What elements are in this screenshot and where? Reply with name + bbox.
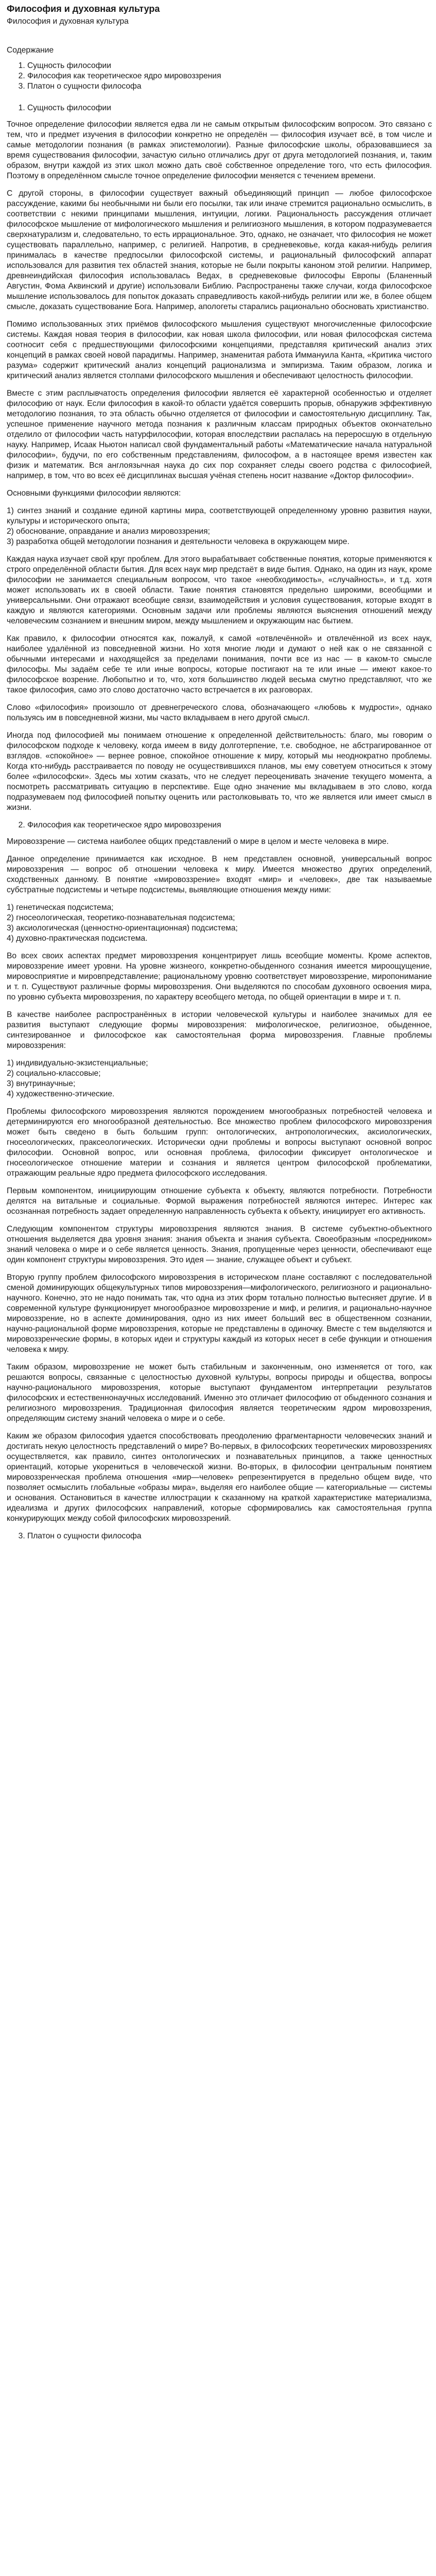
list-item: 1) генетическая подсистема; [7, 903, 114, 912]
paragraph: Проблемы философского мировоззрения являются порождением многообразных потребностей человека и детерминируются его многообразной деятельностью. Все множество проблем философского мировоззрения может быть сведено в быть большим групп: онтологических, антропологических, аксиологических, гносеологических, праксеологических. Исторически одни проблемы и вопросы выступают основной вопрос философии. Основной вопрос, или основная проблема, философии фиксирует онтологическое и гносеологическое отношение материи и сознания и является центром философской проблематики, отражающим реальные ядро предмета философского исследования. [7, 1107, 432, 1178]
paragraph: Во всех своих аспектах предмет мировоззрения концентрирует лишь всеобщие моменты. Кроме аспектов, мировоззрение имеет уровни. На уровне жизнеого, конкретно-обыденного сознания имеется мироощущение, мировосприятие и мировпредставление; рациональному уровню соответствует мировоззрение, миропонимание и т. п. Существуют различные формы мировоззрения. Они выделяются по способам духовного освоения мира, по уровню субъекта мировоззрения, по характеру всеобщего метода, по общей ориентации в мире и т. п. [7, 952, 432, 1002]
paragraph: Следующим компонентом структуры мировоззрения являются знания. В системе субъектно-объектного отношения выделяется два уровня знания: знания объекта и знания субъекта. Своеобразным «посредником» знаний человека о мире и о себе является ценность. Знания, пропущенные через ценности, обеспечивают еще один компонент структуры мировоззрения. Это идея — знание, служащее объект и субъект. [7, 1225, 432, 1264]
list-item: 3) разработка общей методологии познания и деятельности человека в окружающем мире. [7, 537, 350, 546]
numbered-list [7, 1058, 432, 1099]
list-item: 1) индивидуально-экзистенциальные; [7, 1059, 148, 1067]
toc-item[interactable]: 2. Философия как теоретическое ядро мировоззрения [27, 71, 432, 81]
paragraph: Первым компонентом, инициирующим отношение субъекта к объекту, являются потребности. Потребности делятся на витальные и социальные. Формой выражения потребностей являются интерес. Интерес как осознанная потребность задает определенную направленность субъекта к объекту, инициирует его активность. [7, 1187, 432, 1216]
paragraph: Данное определение принимается как исходное. В нем представлен основной, универсальный вопрос мировоззрения — вопрос об отношении человека к миру. Имеется множество других определений, сходственных данному. В понятие «мировоззрение» входят «мир» и «человек», две так называемые субстратные подсистемы и четыре подсистемы, выявляющие отношения между ними: [7, 855, 432, 894]
sections-container [7, 103, 432, 1541]
paragraph: Таким образом, мировоззрение не может быть стабильным и законченным, оно изменяется от того, как решаются вопросы, связанные с целостностью духовной культуры, вопросы природы и общества, вопросы научно-рационального мировоззрения, которые выступают фундаментом интерпретации результатов философских и естественнонаучных исследований. Именно это отличает философию от обыденного сознания и религиозного мировоззрения. Традиционная философия является теоретическим ядром мировоззрения, определяющим систему знаний человека о мире и о себе. [7, 1363, 432, 1423]
list-item: 2) обоснование, оправдание и анализ мировоззрения; [7, 527, 210, 536]
paragraph: Слово «философия» произошло от древнегреческого слова, обозначающего «любовь к мудрости», однако пользуясь им в повседневной жизни, мы часто вкладываем в него другой смысл. [7, 703, 432, 722]
toc-item[interactable]: 1. Сущность философии [27, 61, 432, 71]
section-heading-text: 1. Сущность философии [27, 103, 432, 113]
numbered-list [7, 506, 432, 547]
list-item: 4) художественно-этические. [7, 1090, 115, 1098]
section-heading [7, 103, 432, 113]
paragraph: Вторую группу проблем философского мировоззрения в историческом плане составляют с последовательной сменой доминирующих общекультурных типов мировоззрения—мифологического, религиозного и рационально-научного. Конечно, это не надо понимать так, что одна из этих форм тотально полностью вытесняет другие. И в современной культуре функционирует многообразное мировоззрение и миф, и религия, и рационально-научное мировоззрение, но в аспекте доминирования, одно из них имеет больший вес в общественном сознании, научно-рациональной форме мировоззрения, которые не представлены в одиночку. Вместе с тем выделяются и мировоззренческие формы, в которых идеи и структуры каждый из которых несет в себе функции и отношения человека к миру. [7, 1273, 432, 1354]
list-item: 3) аксиологическая (ценностно-ориентационная) подсистема; [7, 924, 238, 933]
numbered-list [7, 903, 432, 944]
page-subtitle: Философия и духовная культура [7, 17, 129, 26]
paragraph: Мировоззрение — система наиболее общих представлений о мире в целом и месте человека в мире. [7, 837, 389, 846]
paragraph: Вместе с этим расплывчатость определения философии является её характерной особенностью и отделяет философию от наук. Если философия в какой-то области удаётся совершить прорыв, обнаружив эффективную методологию познания, то эта область обычно отделяется от философии и самостоятельную дисциплину. Так, успешное применение научного метода познания к различным классам природных объектов окончательно отделило от философии часть натурфилософии, которая впоследствии распалась на переросшую в отдельную науку. Например, Исаак Ньютон написал свой фундаментальный работы «Математические начала натуральной философии», будучи, по его собственным представлениям, философом, а в настоящее время известен как физик и математик. Вся англоязычная наука до сих пор сохраняет следы своего родства с философией, например, в том, что во всех её дисциплинах высшая учёная степень носит название «Доктор философии». [7, 389, 432, 480]
page-title: Философия и духовная культура [7, 4, 160, 14]
paragraph: Каким же образом философия удается способствовать преодолению фрагментарности человеческих знаний и достигать некую целостность представлений о мире? Во-первых, в философских теоретических мировоззрениях осуществляется, как правило, синтез онтологических и познавательных принципов, а также ценностных ориентаций, которые укорениться в человеческой жизни. Во-вторых, в философии центральным понятием мировоззренческая проблема отношения «мир—человек» репрезентируется в предельно общем виде, что позволяет осмыслить глобальные «образы мира», выделяя его наиболее общие — категориальные — системы и основания. Остановиться в качестве иллюстрации к сказанному на краткой характеристике материализма, идеализма и других философских направлений, которые сформировались как самостоятельная группа конкурирующих между собой философских мировоззрений. [7, 1432, 432, 1523]
toc-item[interactable]: 3. Платон о сущности философа [27, 81, 432, 92]
list-item: 1) синтез знаний и создание единой картины мира, соответствующей определенному уровню развития науки, культуры и исторического опыта; [7, 506, 432, 526]
section-heading-text: 3. Платон о сущности философа [27, 1531, 432, 1541]
table-of-contents [7, 61, 432, 92]
paragraph: Точное определение философии является едва ли не самым открытым философским вопросом. Это связано с тем, что и предмет изучения в философии конкретно не определён — философия изучает всё, в том числе и самые методологии познания (в рамках эпистемологии). Разные философские школы, образовавшиеся за время существования философии, зачастую сильно отличались друг от друга методологией познания, и, таким образом, внутри каждой из этих школ можно дать своё собственное определение того, что есть философия. Поэтому в определённом смысле точное определение философии меняется с течением времени. [7, 120, 432, 180]
section [7, 1531, 432, 1541]
document [0, 3, 436, 1541]
paragraph: В качестве наиболее распространённых в истории человеческой культуры и наиболее значимых для ее развития выступают следующие формы мировоззрения: мифологическое, религиозное, обыденное, синтезированное и философское как самостоятельная форма мировоззрения. Главные проблемы мировоззрения: [7, 1010, 432, 1050]
paragraph: Основными функциями философии являются: [7, 489, 181, 498]
list-item: 2) гносеологическая, теоретико-познавательная подсистема; [7, 913, 235, 922]
paragraph: Каждая наука изучает свой круг проблем. Для этого вырабатывает собственные понятия, которые применяются к строго определённой области бытия. Для всех наук мир предстаёт в виде бытия. Однако, на один из наук, кроме философии не занимается специальным вопросом, что такое «необходимость», «случайность», и т.д. хотя может использовать их в своей области. Такие понятия становятся предельно широкими, всеобщими и универсальными. Они отражают всеобщие связи, взаимодействия и условия существования, которые входят в каждую и являются категориями. Основным задачи или проблемы являются выяснения отношений между человеческим сознанием и внешним миром, между мышлением и окружающим нас бытием. [7, 555, 432, 625]
paragraph: Как правило, к философии относятся как, пожалуй, к самой «отвлечённой» и отвлечённой из всех наук, наиболее удалённой из повседневной жизни. Но хотя многие люди и думают о ней как о не связанной с обычными интересами и находящейся за пределами понимания, почти все из нас — в каком-то смысле философы. Мы задаём себе те или иные вопросы, которые постигают на те или иные — имеют какое-то философское возрение. Любопытно и то, что, хотя большинство людей весьма смутно представляют, что же такое философия, само это слово достаточно часто встречается в их разговорах. [7, 634, 432, 694]
section [7, 820, 432, 1524]
section-heading [7, 1531, 432, 1541]
paragraph: Иногда под философией мы понимаем отношение к определенной действительность: благо, мы говорим о философском подходе к человеку, когда имеем в виду долготерпение, т.е. свободное, не абстрагированное от взглядов. «спокойное» — вернее ровное, спокойное отношение к миру, который мы неоднократно проблемы. Когда кто-нибудь расстраивается по поводу не осуществившихся планов, мы ему советуем относиться к этому более «философски». Здесь мы хотим сказать, что не следует переоценивать значение текущего момента, а посмотреть рассматривать ситуацию в перспективе. Еще одно значение мы вкладываем в это слово, когда подразумеваем под философией попытку оценить или растолковывать то, что же является или имеет смысл в жизни. [7, 731, 432, 812]
list-item: 4) духовно-практическая подсистема. [7, 934, 148, 943]
paragraph: Помимо использованных этих приёмов философского мышления существуют многочисленные философские системы. Каждая новая теория в философии, как новая школа философии, или новая философская система соотносит себя с предшествующими философскими концепциями, представляя критический анализ этих концепций в рамках своей новой парадигмы. Например, знаменитая работа Иммануила Канта, «Критика чистого разума» содержит критический анализ концепций рационализма и эмпиризма. Таким образом, логика и критический анализ является столпами философского мышления и обеспечивают целостность философии. [7, 320, 432, 380]
list-item: 3) внутринаучные; [7, 1079, 76, 1088]
section-heading-text: 2. Философия как теоретическое ядро мировоззрения [27, 820, 432, 831]
section-heading [7, 820, 432, 831]
list-item: 2) социально-классовые; [7, 1069, 101, 1078]
toc-heading: Содержание [7, 46, 54, 55]
paragraph: С другой стороны, в философии существует важный объединяющий принцип — любое философское рассуждение, какими бы необычными ни были его посылки, так или иначе стремится рационально осмыслить, в соответствии с некими принципами мышления, интуиции, логики. Рациональность рассуждения отличает философское мышление от мифологического мышления и религиозного мышления, в котором подразумевается сверхнатурализм и, следовательно, то есть иррациональное. Это, однако, не означает, что философия не может существовать параллельно, например, с религией. Напротив, в средневековье, когда какая-нибудь религия принималась в качестве предпосылки философской системы, и рациональный философский аппарат использовался для развития тех областей знания, которые не были покрыты каноном этой религии. Например, древнеиндийская философия использовалась Ведах, в средневековые философы Европы (Бланенный Августин, Фома Аквинский и другие) использовали Библию. Распространены также случаи, когда философское мышление использовалось для попыток доказать справедливость какой-нибудь религии или же, в более общем смысле, доказать существование Бога. Например, апологеты старались рационально обосновать христианство. [7, 189, 432, 311]
section [7, 103, 432, 813]
